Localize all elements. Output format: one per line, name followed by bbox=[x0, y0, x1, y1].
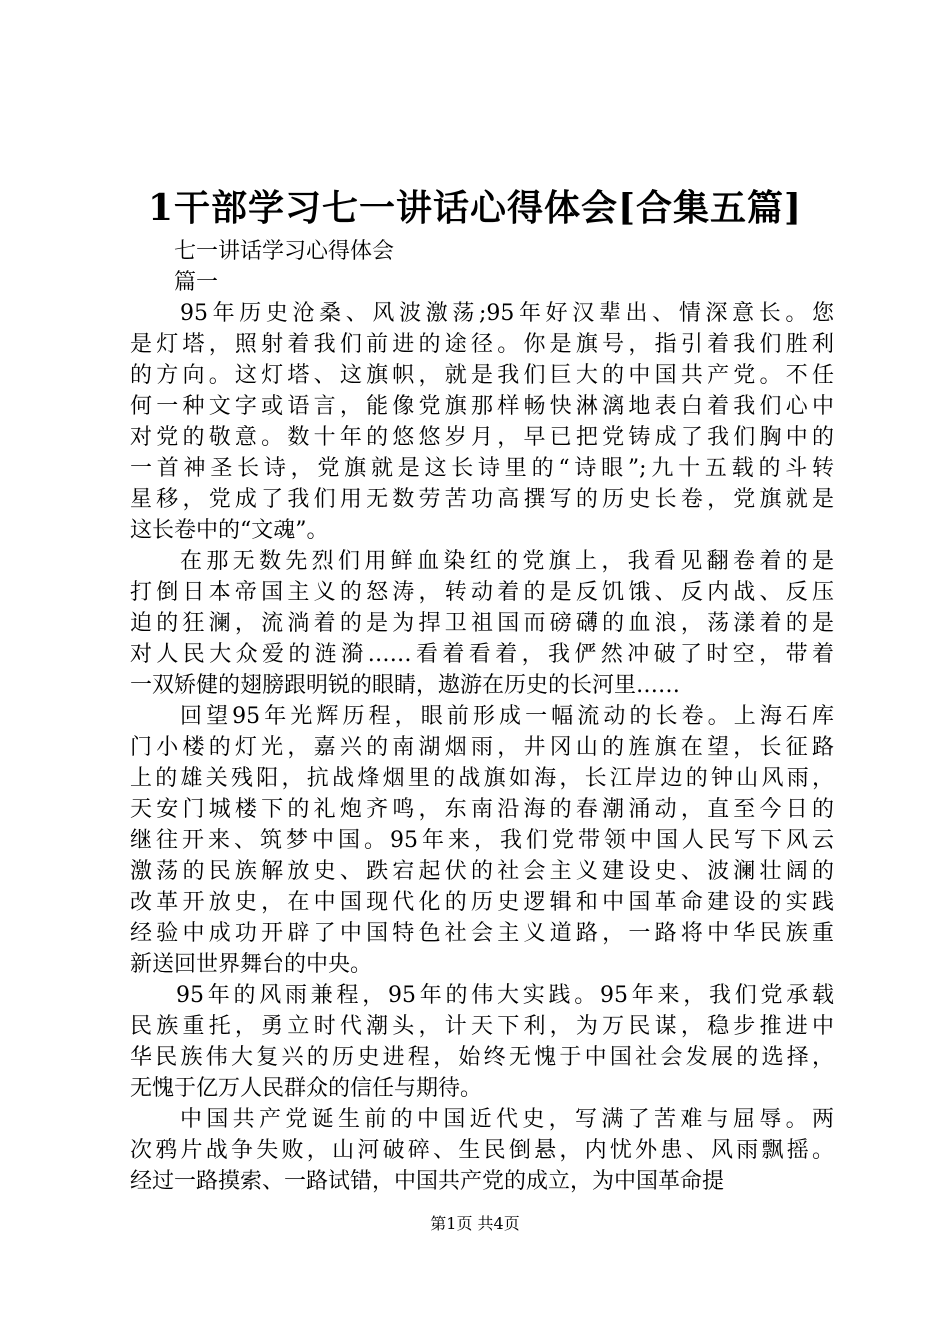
paragraph bbox=[130, 1104, 834, 1197]
paragraph-line: 在那无数先烈们用鲜血染红的党旗上，我看见翻卷着的是 bbox=[180, 549, 834, 574]
paragraph-line: 新送回世界舞台的中央。 bbox=[130, 952, 373, 977]
paragraph-line: 迫的狂澜，流淌着的是为捍卫祖国而磅礴的血浪，荡漾着的是 bbox=[130, 611, 834, 636]
paragraph-line: 中国共产党诞生前的中国近代史，写满了苦难与屈辱。两 bbox=[180, 1107, 834, 1132]
paragraph-line: 天安门城楼下的礼炮齐鸣，东南沿海的春潮涌动，直至今日的 bbox=[130, 797, 834, 822]
paragraph-line: 一首神圣长诗，党旗就是这长诗里的“诗眼”;九十五载的斗转 bbox=[130, 456, 834, 481]
paragraph-line: 经过一路摸索、一路试错，中国共产党的成立，为中国革命提 bbox=[130, 1169, 725, 1194]
paragraph bbox=[130, 701, 834, 980]
paragraph-line: 次鸦片战争失败，山河破碎、生民倒悬，内忧外患、风雨飘摇。 bbox=[130, 1138, 834, 1163]
paragraph-line: 95年的风雨兼程，95年的伟大实践。95年来，我们党承载 bbox=[176, 983, 834, 1008]
paragraph-line: 星移，党成了我们用无数劳苦功高撰写的历史长卷，党旗就是 bbox=[130, 487, 834, 512]
paragraph bbox=[130, 546, 834, 701]
paragraph-line: 的方向。这灯塔、这旗帜，就是我们巨大的中国共产党。不任 bbox=[130, 363, 834, 388]
paragraph-line: 民族重托，勇立时代潮头，计天下利，为万民谋，稳步推进中 bbox=[130, 1014, 834, 1039]
paragraph-line: 激荡的民族解放史、跌宕起伏的社会主义建设史、波澜壮阔的 bbox=[130, 859, 834, 884]
paragraph bbox=[130, 298, 834, 546]
paragraph-line: 打倒日本帝国主义的怒涛，转动着的是反饥饿、反内战、反压 bbox=[130, 580, 834, 605]
document-title: 1干部学习七一讲话心得体会[合集五篇] bbox=[147, 187, 803, 229]
paragraph-line: 这长卷中的“文魂”。 bbox=[130, 518, 329, 543]
paragraph-line: 一双矫健的翅膀跟明锐的眼睛，遨游在历史的长河里…… bbox=[130, 673, 681, 698]
paragraph-line: 对人民大众爱的涟漪……看着看着，我俨然冲破了时空，带着 bbox=[130, 642, 834, 667]
section-heading: 篇一 bbox=[174, 270, 219, 295]
document-subtitle: 七一讲话学习心得体会 bbox=[174, 239, 395, 264]
document-body bbox=[130, 236, 834, 1197]
paragraph bbox=[130, 980, 834, 1104]
paragraph-line: 华民族伟大复兴的历史进程，始终无愧于中国社会发展的选择， bbox=[130, 1045, 834, 1070]
paragraph-line: 上的雄关残阳，抗战烽烟里的战旗如海，长江岸边的钟山风雨， bbox=[130, 766, 834, 791]
paragraph-line: 门小楼的灯光，嘉兴的南湖烟雨，井冈山的旌旗在望，长征路 bbox=[130, 735, 834, 760]
paragraph-line: 95年历史沧桑、风波激荡;95年好汉辈出、情深意长。您 bbox=[180, 301, 834, 326]
paragraph-line: 经验中成功开辟了中国特色社会主义道路，一路将中华民族重 bbox=[130, 921, 834, 946]
page-footer: 第1页 共4页 bbox=[430, 1214, 520, 1233]
paragraph-list bbox=[130, 298, 834, 1197]
paragraph-line: 对党的敬意。数十年的悠悠岁月，早已把党铸成了我们胸中的 bbox=[130, 425, 834, 450]
paragraph-line: 改革开放史，在中国现代化的历史逻辑和中国革命建设的实践 bbox=[130, 890, 834, 915]
paragraph-line: 无愧于亿万人民群众的信任与期待。 bbox=[130, 1076, 483, 1101]
paragraph-line: 回望95年光辉历程，眼前形成一幅流动的长卷。上海石库 bbox=[180, 704, 834, 729]
paragraph-line: 何一种文字或语言，能像党旗那样畅快淋漓地表白着我们心中 bbox=[130, 394, 834, 419]
paragraph-line: 是灯塔，照射着我们前进的途径。你是旗号，指引着我们胜利 bbox=[130, 332, 834, 357]
paragraph-line: 继往开来、筑梦中国。95年来，我们党带领中国人民写下风云 bbox=[130, 828, 834, 853]
